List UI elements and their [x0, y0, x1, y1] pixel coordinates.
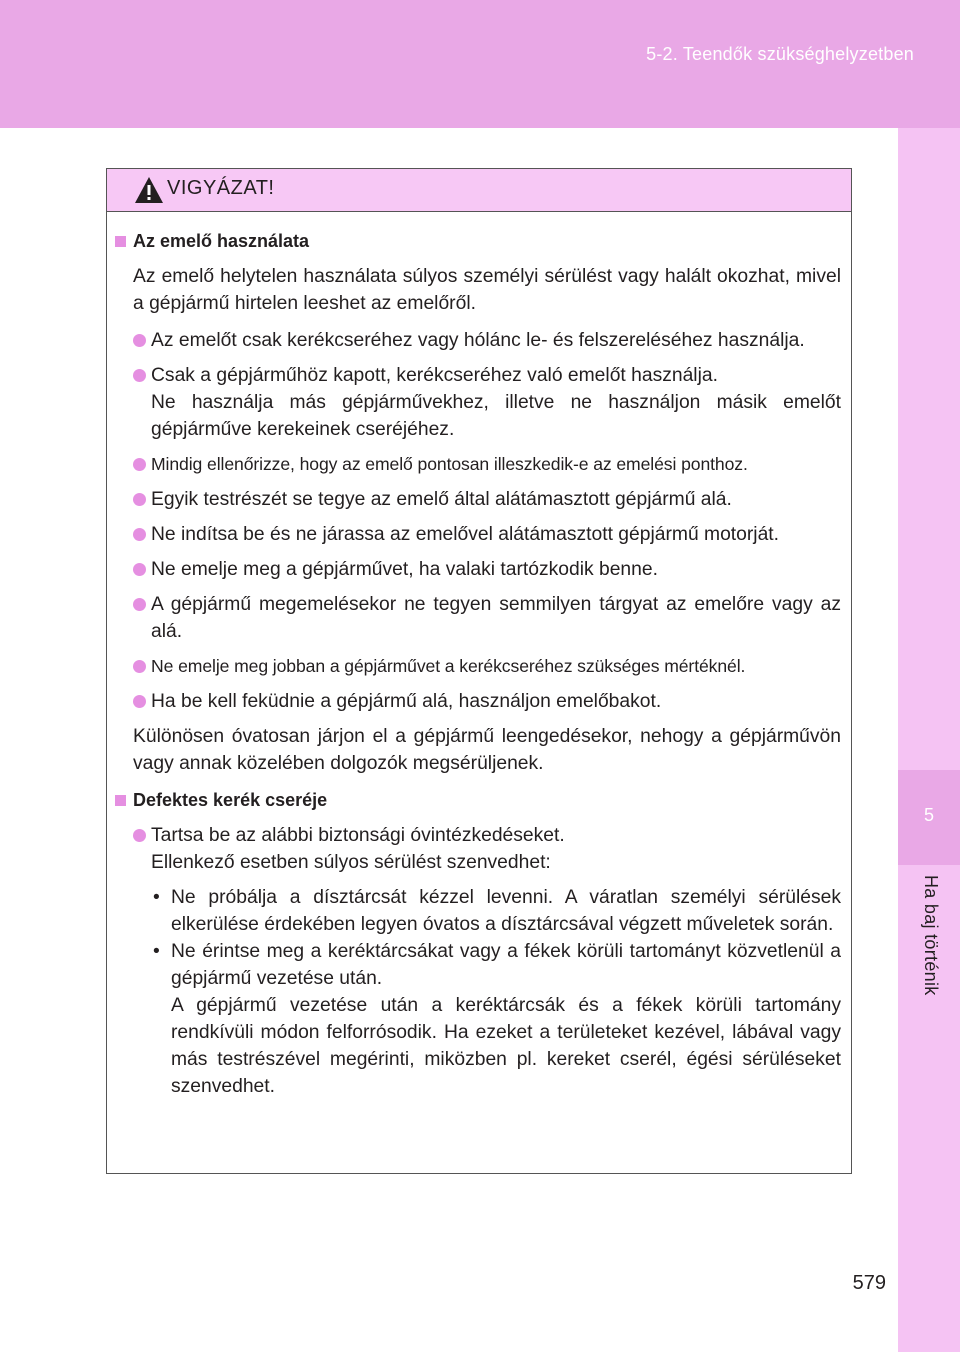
caution-body [107, 212, 851, 1100]
square-bullet-icon [115, 795, 126, 806]
caution-box [106, 168, 852, 1174]
list-item: Ne emelje meg jobban a gépjárművet a kerékcseréhez szükséges mértéknél. [115, 653, 841, 680]
sub-list [151, 884, 841, 1100]
section-heading: Az emelő használata [115, 228, 841, 255]
section-intro: Az emelő helytelen használata súlyos személyi sérülést vagy halált okozhat, mivel a gépjármű hirtelen leeshet az emelőről. [133, 266, 841, 314]
list-item: Tartsa be az alábbi biztonsági óvintézkedéseket. Ellenkező esetben súlyos sérülést szenvedhet: [115, 822, 841, 876]
list-item: Ha be kell feküdnie a gépjármű alá, használjon emelőbakot. [115, 688, 841, 715]
round-bullet-icon [133, 334, 146, 347]
warning-triangle-icon [133, 175, 165, 205]
list-item: Egyik testrészét se tegye az emelő által alátámasztott gépjármű alá. [115, 486, 841, 513]
list-item: Ne indítsa be és ne járassa az emelővel alátámasztott gépjármű motorját. [115, 521, 841, 548]
section-outro: Különösen óvatosan járjon el a gépjármű leengedésekor, nehogy a gépjárművön vagy annak közelében dolgozók megsérüljenek. [133, 726, 841, 774]
list-item: Ne emelje meg a gépjárművet, ha valaki tartózkodik benne. [115, 556, 841, 583]
side-tab-background [898, 128, 960, 770]
round-bullet-icon [133, 829, 146, 842]
list-item: Csak a gépjárműhöz kapott, kerékcseréhez való emelőt használja. Ne használja más gépjárművekhez, illetve ne használjon másik emelőt gépjárműve kerekeinek cseréjéhez. [115, 362, 841, 443]
round-bullet-icon [133, 493, 146, 506]
list-item: A gépjármű megemelésekor ne tegyen semmilyen tárgyat az emelőre vagy az alá. [115, 591, 841, 645]
chapter-number: 5 [923, 805, 934, 825]
list-item: Mindig ellenőrizze, hogy az emelő pontosan illeszkedik-e az emelési ponthoz. [115, 451, 841, 478]
round-bullet-icon [133, 563, 146, 576]
section-header: 5-2. Teendők szükséghelyzetben [646, 44, 914, 64]
caution-header [107, 169, 851, 212]
round-bullet-icon [133, 458, 146, 471]
round-bullet-icon [133, 598, 146, 611]
round-bullet-icon [133, 528, 146, 541]
round-bullet-icon [133, 369, 146, 382]
section-heading: Defektes kerék cseréje [115, 787, 841, 814]
chapter-title: Ha baj történik [921, 875, 941, 996]
square-bullet-icon [115, 236, 126, 247]
caution-title: VIGYÁZAT! [167, 177, 275, 199]
list-item: Az emelőt csak kerékcseréhez vagy hólánc le- és felszereléséhez használja. [115, 327, 841, 354]
sub-list-item: • Ne próbálja a dísztárcsát kézzel levenni. A váratlan személyi sérülések elkerülése érdekében legyen óvatos a dísztárcsával végzett műveletek során. [153, 887, 841, 935]
round-bullet-icon [133, 695, 146, 708]
round-bullet-icon [133, 660, 146, 673]
sub-list-item: • Ne érintse meg a keréktárcsákat vagy a fékek körüli tartományt közvetlenül a gépjármű vezetése után. A gépjármű vezetése után a keréktárcsák és a fékek körüli tartomány rendkívüli módon felforrósodik. Ha ezeket a területeket kezével, lábával vagy más testrészével megérinti, miközben pl. kereket cserél, égési sérüléseket szenvedhet. [153, 941, 841, 1097]
page-number: 579 [852, 1272, 886, 1294]
